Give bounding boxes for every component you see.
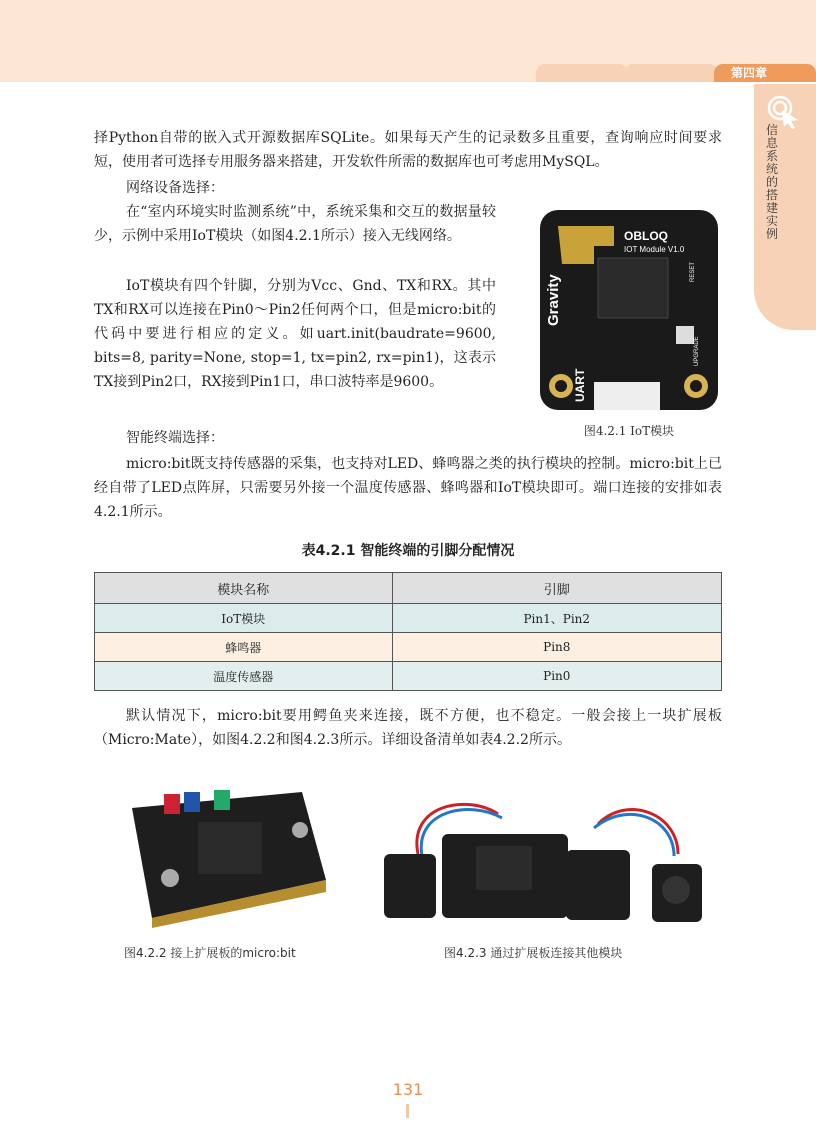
table-header-cell: 模块名称 xyxy=(95,573,393,604)
table-cell: Pin8 xyxy=(392,633,721,662)
figure-caption: 图4.2.2 接上扩展板的micro:bit xyxy=(124,946,296,960)
pin-table xyxy=(94,572,722,691)
figure-caption: 图4.2.1 IoT模块 xyxy=(583,424,675,438)
section-title-vertical: 信息系统的搭建实例 xyxy=(766,123,779,241)
table-cell: 蜂鸣器 xyxy=(95,633,393,662)
board-title: OBLOQ xyxy=(624,229,668,243)
board-port-label: UART xyxy=(573,368,587,402)
iot-module-image xyxy=(536,206,722,414)
reset-label: RESET xyxy=(690,261,696,282)
table-row xyxy=(95,633,722,662)
paragraph: 网络设备选择： xyxy=(126,180,224,196)
header-tab xyxy=(624,64,718,82)
paragraph: micro:bit既支持传感器的采集，也支持对LED、蜂鸣器之类的执行模块的控制。micro:bit上已经自带了LED点阵屏，只需要另外接一个温度传感器、蜂鸣器和IoT模块即可。端口连接的安排如表4.2.1所示。 xyxy=(94,456,722,520)
microbit-expansion-image xyxy=(112,768,336,928)
header-tab xyxy=(536,64,628,82)
table-cell: Pin1、Pin2 xyxy=(392,604,721,633)
paragraph: 在“室内环境实时监测系统”中，系统采集和交互的数据量较少，示例中采用IoT模块（如图4.2.1所示）接入无线网络。 xyxy=(94,204,496,244)
paragraph: 智能终端选择： xyxy=(126,430,224,446)
board-subtitle: IOT Module V1.0 xyxy=(624,245,685,254)
board-brand: Gravity xyxy=(545,274,562,326)
page-number: 131 xyxy=(392,1080,424,1099)
table-row xyxy=(95,662,722,691)
modules-connected-image xyxy=(378,784,718,934)
table-cell: Pin0 xyxy=(392,662,721,691)
table-title: 表4.2.1 智能终端的引脚分配情况 xyxy=(301,543,515,559)
table-cell: 温度传感器 xyxy=(95,662,393,691)
table-row xyxy=(95,604,722,633)
table-header-row xyxy=(95,573,722,604)
chapter-label: 第四章 xyxy=(730,66,767,80)
figure-caption: 图4.2.3 通过扩展板连接其他模块 xyxy=(444,946,623,960)
paragraph: 择Python自带的嵌入式开源数据库SQLite。如果每天产生的记录数多且重要，查询响应时间要求短，使用者可选择专用服务器来搭建，开发软件所需的数据库也可考虑用MySQL。 xyxy=(94,130,722,170)
paragraph: 默认情况下，micro:bit要用鳄鱼夹来连接，既不方便，也不稳定。一般会接上一块扩展板（Micro:Mate），如图4.2.2和图4.2.3所示。详细设备清单如表4.2.2所示。 xyxy=(94,708,722,748)
table-cell: IoT模块 xyxy=(95,604,393,633)
upgrade-label: UPGRADE xyxy=(694,336,700,366)
page-marker xyxy=(406,1104,409,1118)
paragraph: IoT模块有四个针脚，分别为Vcc、Gnd、TX和RX。其中TX和RX可以连接在Pin0～Pin2任何两个口，但是micro:bit的代码中要进行相应的定义。如uart.init(baudrate=9600, bits=8, parity=None, stop=1, tx=pin2, rx=pin1)，这表示TX接到Pin2口，RX接到Pin1口，串口波特率是9600。 xyxy=(94,278,496,390)
table-header-cell: 引脚 xyxy=(392,573,721,604)
